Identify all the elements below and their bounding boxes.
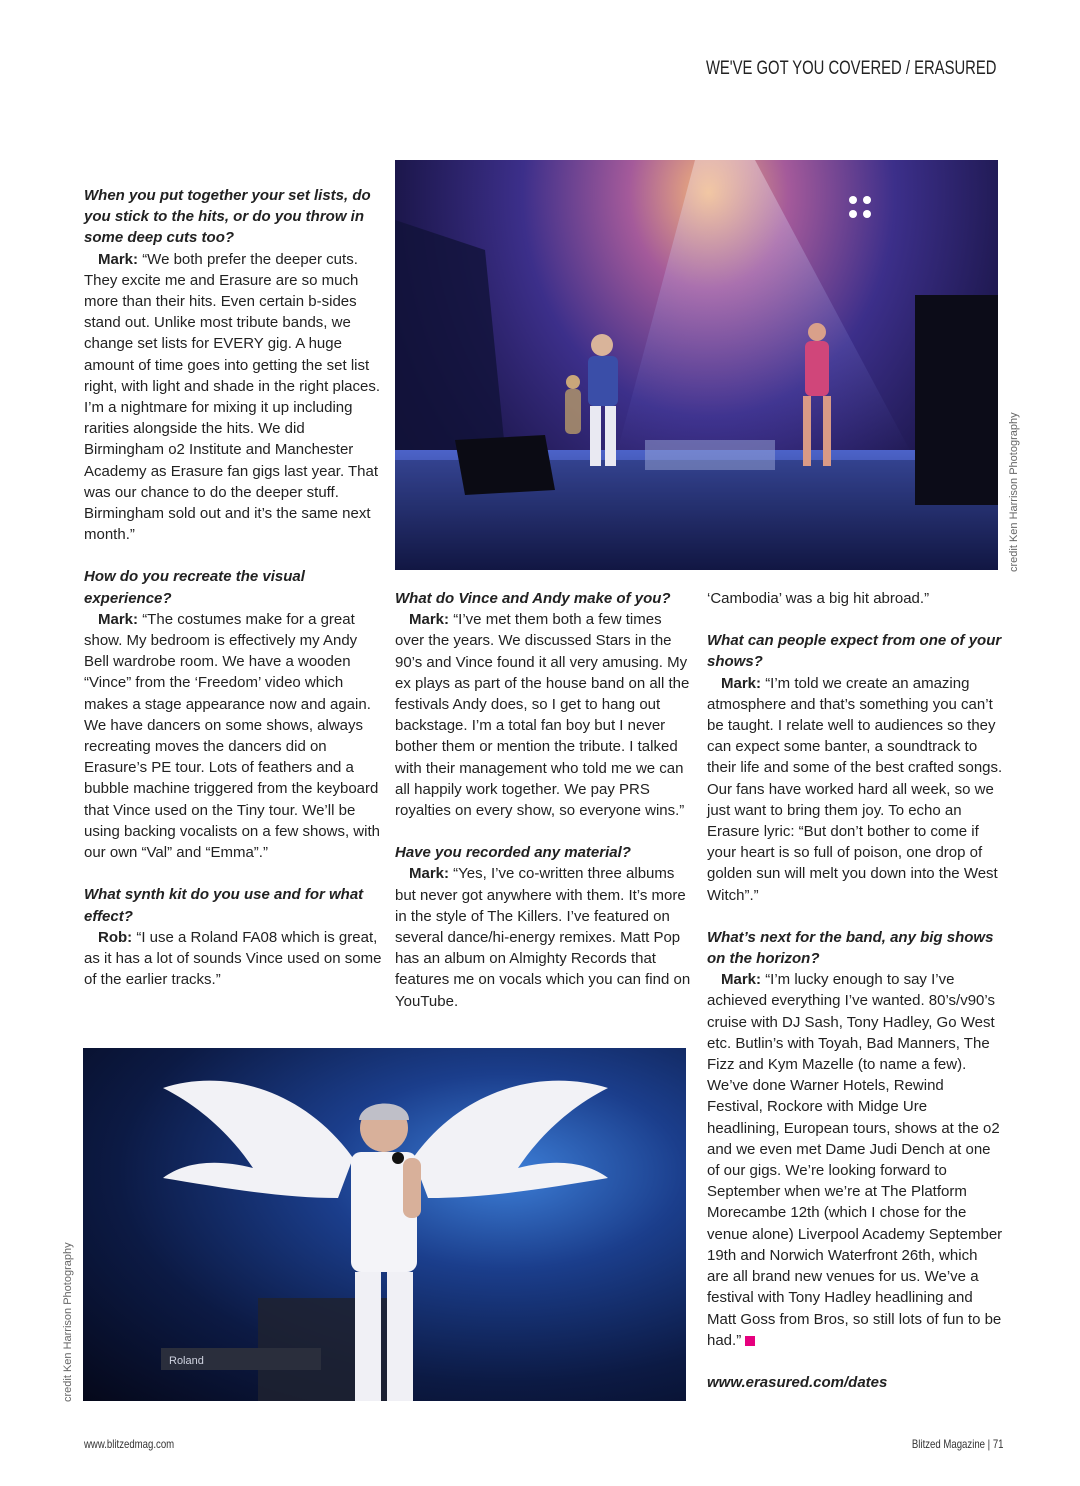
website-link[interactable]: www.erasured.com/dates bbox=[707, 1373, 888, 1391]
speaker-label: Mark: bbox=[721, 971, 762, 989]
answer bbox=[707, 969, 1003, 1351]
answer bbox=[84, 249, 384, 546]
keyboard-brand-label: Roland bbox=[169, 1355, 204, 1367]
answer-text: “We both prefer the deeper cuts. They excite me and Erasure are so much more than their hits. Even certain b-sides stand out. Unlike most tribute bands, we change set lists for EVERY gig. A huge amount of time goes into getting the set list right, with light and shade in the right places. I’m a nightmare for mixing it up including rarities alongside the hits. We did Birmingham o2 Institute and Manchester Academy as Erasure fan gigs last year. That was our chance to do the deeper stuff. Birmingham sold out and it’s the same next month.” bbox=[84, 250, 381, 544]
photo-credit-top: credit Ken Harrison Photography bbox=[1008, 412, 1020, 572]
answer-text: “The costumes make for a great show. My bedroom is effectively my Andy Bell wardrobe room. We have a wooden “Vince” from the ‘Freedom’ video which makes a stage appearance now and again. We have dancers on some shows, always recreating moves the dancers did on Erasure’s PE tour. Lots of feathers and a bubble machine triggered from the keyboard that Vince used on the Tiny tour. We’ll be using backing vocalists on a few shows, with our own “Val” and “Emma”.” bbox=[84, 610, 380, 862]
speaker-label: Mark: bbox=[409, 865, 450, 883]
footer-page-number: Blitzed Magazine | 71 bbox=[912, 1437, 1004, 1451]
answer bbox=[84, 927, 384, 991]
speaker-label: Rob: bbox=[98, 928, 133, 946]
answer-text: “I’ve met them both a few times over the years. We discussed Stars in the 90’s and Vince found it all very amusing. My ex plays as part of the house band on all the festivals Andy does, so I get to hang out backstage. I’m a total fan boy but I never bother them or mention the tribute. I talked with their management who told me we can all happily work together. We pay PRS royalties on every show, so everyone wins.” bbox=[395, 611, 690, 820]
speaker-label: Mark: bbox=[409, 611, 450, 629]
question: What do Vince and Andy make of you? bbox=[395, 590, 671, 607]
answer-text: “I’m told we create an amazing atmosphere and that’s something you can’t be taught. I relate well to audiences so they can expect some banter, a soundtrack to their life and some of the best crafted songs. Our fans have worked hard all week, so we just want to bring them joy. To echo an Erasure lyric: “But don’t bother to come if your heart is so full of poison, one drop of golden sun will melt you down into the West Witch”.” bbox=[707, 674, 1003, 904]
stage-photo-art bbox=[395, 160, 998, 570]
article-column-1 bbox=[84, 185, 384, 990]
question: What’s next for the band, any big shows on the horizon? bbox=[707, 928, 994, 968]
answer bbox=[84, 609, 384, 863]
speaker-label: Mark: bbox=[721, 674, 762, 692]
stage-photo bbox=[395, 160, 998, 570]
answer-text: “I use a Roland FA08 which is great, as it has a lot of sounds Vince used on some of the earlier tracks.” bbox=[84, 928, 382, 989]
speaker-label: Mark: bbox=[98, 610, 139, 628]
answer bbox=[395, 609, 691, 821]
photo-credit-bottom: credit Ken Harrison Photography bbox=[62, 1242, 74, 1402]
end-of-article-square-icon bbox=[745, 1336, 755, 1346]
question: Have you recorded any material? bbox=[395, 844, 631, 862]
singer-photo-art bbox=[83, 1048, 686, 1401]
section-header: WE'VE GOT YOU COVERED / ERASURED bbox=[705, 58, 996, 79]
answer-continued: ‘Cambodia’ was a big hit abroad.” bbox=[707, 590, 930, 607]
footer-website: www.blitzedmag.com bbox=[84, 1437, 175, 1451]
article-column-3 bbox=[707, 588, 1003, 1393]
question: When you put together your set lists, do you stick to the hits, or do you throw in some deep cuts too? bbox=[84, 187, 371, 247]
singer-photo bbox=[83, 1048, 686, 1401]
answer bbox=[707, 673, 1003, 906]
answer-text: “I’m lucky enough to say I’ve achieved everything I’ve wanted. 80’s/v90’s cruise with DJ Sash, Tony Hadley, Go West etc. Butlin’s with Toyah, Bad Manners, The Fizz and Kym Mazelle (to name a few). We’ve done Warner Hotels, Rewind Festival, Rockore with Midge Ure headlining, European tours, shows at the o2 and we even met Dame Judi Dench at one of our gigs. We’re looking forward to September when we’re at The Platform Morecambe 12th (which I chose for the venue alone) Liverpool Academy September 19th and Norwich Waterfront 26th, which are all brand new venues for us. We’ve a festival with Tony Hadley headlining and Matt Goss from Bros, so still lots of fun to be had.” bbox=[707, 971, 1003, 1349]
question: How do you recreate the visual experience? bbox=[84, 568, 305, 607]
question: What can people expect from one of your shows? bbox=[707, 632, 1002, 671]
question: What synth kit do you use and for what effect? bbox=[84, 886, 364, 925]
speaker-label: Mark: bbox=[98, 250, 139, 268]
article-column-2 bbox=[395, 588, 691, 1012]
answer-text: “Yes, I’ve co-written three albums but never got anywhere with them. It’s more in the style of The Killers. I’ve featured on several dance/hi-energy remixes. Matt Pop has an album on Almighty Records that features me on vocals which you can find on YouTube. bbox=[395, 865, 691, 1010]
answer bbox=[395, 863, 691, 1011]
